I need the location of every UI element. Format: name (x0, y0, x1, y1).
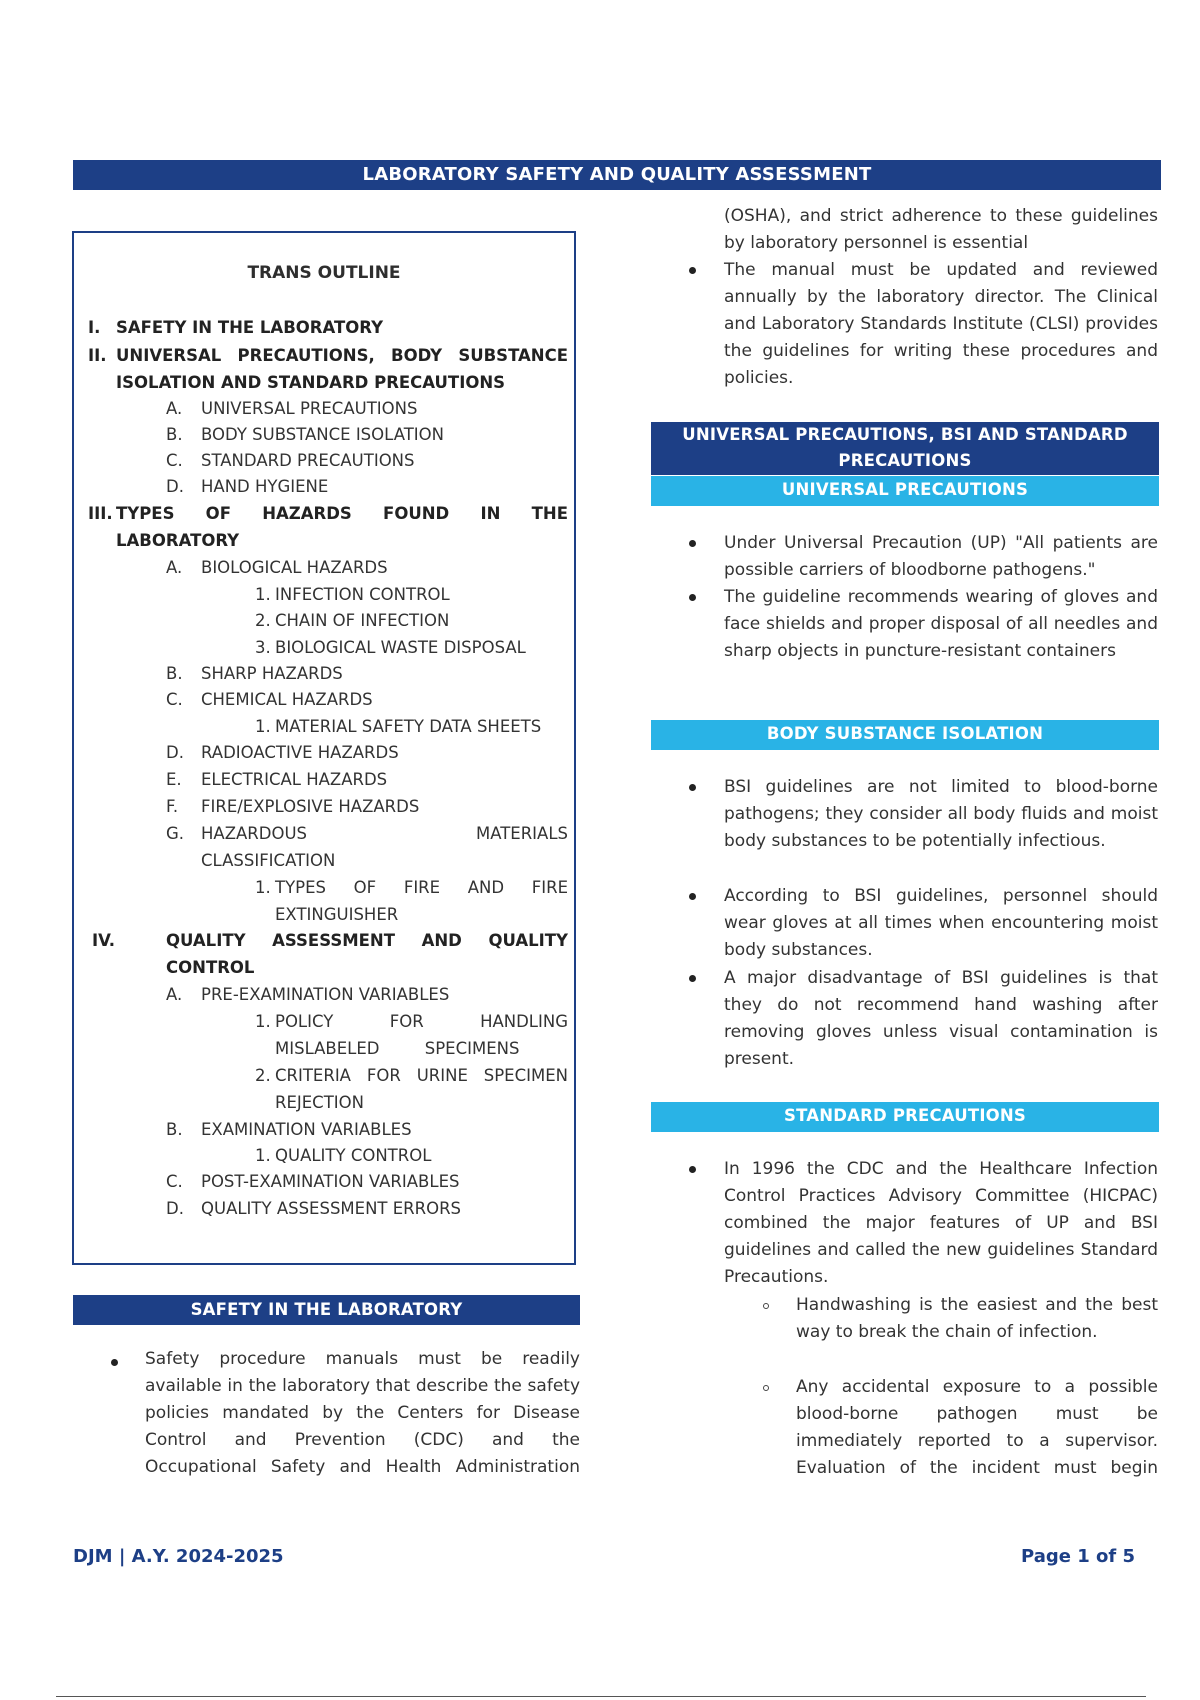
footer-left: DJM | A.Y. 2024-2025 (73, 1546, 284, 1567)
sub-bullet-icon (763, 1303, 769, 1309)
precautions-heading: UNIVERSAL PRECAUTIONS, BSI AND STANDARD PRECAUTIONS (682, 425, 1128, 470)
standard-bullet: In 1996 the CDC and the Healthcare Infection Control Practices Advisory Committee (HICPAC) combined the major features of UP and BSI guidelines and called the new guidelines Standard Precautions. (724, 1159, 1158, 1287)
outline-item: 1. TYPES OF FIRE AND FIRE EXTINGUISHER (255, 878, 568, 924)
outline-item: 3. BIOLOGICAL WASTE DISPOSAL (255, 638, 526, 657)
page-number: Page 1 of 5 (1021, 1546, 1135, 1567)
safety-bullet-1-continuation: (OSHA), and strict adherence to these guidelines by laboratory personnel is essential (724, 206, 1158, 253)
sub-bullet-icon (763, 1385, 769, 1391)
outline-item: 1. POLICY FOR HANDLING MISLABELED SPECIMENS (255, 1012, 568, 1058)
outline-item: 2. CRITERIA FOR URINE SPECIMEN REJECTION (255, 1066, 568, 1112)
standard-sub-bullet: Handwashing is the easiest and the best way to break the chain of infection. (796, 1295, 1158, 1342)
outline-item: 1. QUALITY CONTROL (255, 1146, 432, 1165)
outline-item: F. FIRE/EXPLOSIVE HAZARDS (166, 797, 420, 816)
bullet-icon (689, 784, 696, 791)
outline-item: 1. INFECTION CONTROL (255, 585, 450, 604)
bullet-icon (689, 594, 696, 601)
outline-item: IV. QUALITY ASSESSMENT AND QUALITY CONTROL (92, 931, 568, 977)
outline-item: D. HAND HYGIENE (166, 477, 329, 496)
outline-item: C. POST-EXAMINATION VARIABLES (166, 1172, 460, 1191)
bullet-icon (689, 540, 696, 547)
bottom-divider (56, 1696, 1146, 1697)
universal-bullet: Under Universal Precaution (UP) "All patients are possible carriers of bloodborne pathogens." (724, 533, 1158, 580)
safety-heading-bar (73, 1295, 580, 1325)
universal-bullet: The guideline recommends wearing of gloves and face shields and proper disposal of all needles and sharp objects in puncture-resistant containers (724, 587, 1158, 661)
bullet-icon (689, 267, 696, 274)
document-title-bar (73, 160, 1161, 190)
safety-bullet-1: Safety procedure manuals must be readily available in the laboratory that describe the safety policies mandated by the Centers for Disease Control and Prevention (CDC) and the Occupational Safety and Health Administration (145, 1349, 580, 1477)
outline-item: B. EXAMINATION VARIABLES (166, 1120, 412, 1139)
outline-item: C. CHEMICAL HAZARDS (166, 690, 373, 709)
standard-heading: STANDARD PRECAUTIONS (783, 1106, 1026, 1125)
bullet-icon (689, 975, 696, 982)
outline-item: D. RADIOACTIVE HAZARDS (166, 743, 399, 762)
outline-item: G. HAZARDOUS MATERIALS CLASSIFICATION (166, 824, 568, 870)
outline-item: I. SAFETY IN THE LABORATORY (88, 318, 384, 337)
outline-item: III. TYPES OF HAZARDS FOUND IN THE LABORATORY (88, 504, 568, 550)
universal-heading: UNIVERSAL PRECAUTIONS (781, 480, 1029, 499)
standard-sub-bullet: Any accidental exposure to a possible blood-borne pathogen must be immediately reported to a supervisor. Evaluation of the incident must begin (796, 1377, 1158, 1478)
bullet-icon (111, 1359, 118, 1366)
safety-heading: SAFETY IN THE LABORATORY (190, 1300, 463, 1319)
bullet-icon (689, 893, 696, 900)
outline-heading: TRANS OUTLINE (247, 263, 401, 283)
outline-item: A. BIOLOGICAL HAZARDS (166, 558, 388, 577)
outline-item: A. UNIVERSAL PRECAUTIONS (166, 399, 418, 418)
universal-heading-bar (651, 476, 1159, 506)
bsi-heading: BODY SUBSTANCE ISOLATION (766, 724, 1044, 743)
outline-item: II. UNIVERSAL PRECAUTIONS, BODY SUBSTANCE ISOLATION AND STANDARD PRECAUTIONS (88, 346, 568, 392)
outline-item: D. QUALITY ASSESSMENT ERRORS (166, 1199, 462, 1218)
document-title: LABORATORY SAFETY AND QUALITY ASSESSMENT (362, 164, 872, 185)
bsi-bullet: A major disadvantage of BSI guidelines is that they do not recommend hand washing after removing gloves unless visual contamination is present. (724, 968, 1158, 1069)
bsi-bullet: BSI guidelines are not limited to blood-borne pathogens; they consider all body fluids and moist body substances to be potentially infectious. (724, 777, 1158, 851)
safety-bullet-2: The manual must be updated and reviewed annually by the laboratory director. The Clinical and Laboratory Standards Institute (CLSI) provides the guidelines for writing these procedures and policies. (724, 260, 1158, 388)
trans-outline-box (72, 231, 576, 1265)
outline-item: C. STANDARD PRECAUTIONS (166, 451, 415, 470)
outline-item: E. ELECTRICAL HAZARDS (166, 770, 388, 789)
outline-item: B. BODY SUBSTANCE ISOLATION (166, 425, 444, 444)
bullet-icon (689, 1166, 696, 1173)
bsi-bullet: According to BSI guidelines, personnel should wear gloves at all times when encountering moist body substances. (724, 886, 1158, 960)
outline-item: B. SHARP HAZARDS (166, 664, 343, 683)
bsi-heading-bar (651, 720, 1159, 750)
outline-item: A. PRE-EXAMINATION VARIABLES (166, 985, 450, 1004)
precautions-heading-bar (651, 422, 1159, 475)
outline-item: 1. MATERIAL SAFETY DATA SHEETS (255, 717, 542, 736)
standard-heading-bar (651, 1102, 1159, 1132)
outline-item: 2. CHAIN OF INFECTION (255, 611, 450, 630)
